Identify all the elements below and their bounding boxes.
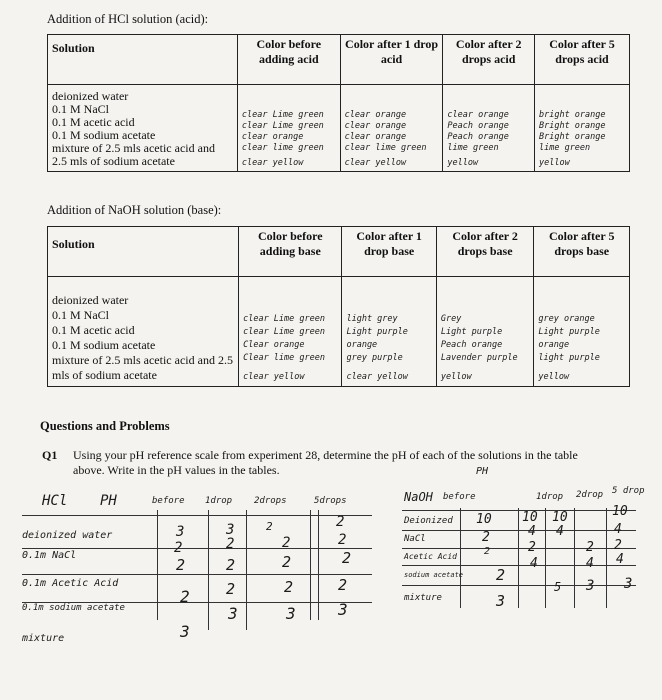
hcl-ph-divider — [208, 510, 209, 630]
naoh-header-before: Color before adding base — [239, 227, 342, 277]
naoh-col-1drop — [342, 277, 436, 387]
hcl-cell: clear Lime green — [241, 110, 324, 120]
hcl-header-solution: Solution — [48, 35, 238, 85]
naoh-ph-row-label: Acetic Acid — [404, 552, 457, 561]
hcl-cell: yellow — [447, 158, 479, 168]
naoh-ph-value: 4 — [528, 524, 536, 539]
naoh-ph-value: 2 — [614, 538, 622, 553]
naoh-cell: Clear lime green — [243, 353, 325, 363]
naoh-ph-value: 2 — [528, 540, 536, 555]
hcl-ph-value: 3 — [226, 522, 235, 538]
hcl-ph-row-label: 0.1m NaCl — [22, 550, 77, 561]
naoh-ph-value: 10 — [612, 504, 628, 519]
hcl-ph-value: 2 — [338, 532, 347, 548]
hcl-col-5drops-label: 5drops — [314, 496, 347, 506]
naoh-cell: clear Lime green — [243, 314, 325, 324]
hcl-row-labels — [48, 85, 238, 172]
hcl-ph-rule — [22, 515, 372, 516]
hcl-ph-row-label: mixture — [22, 633, 65, 644]
naoh-row-label: mixture of 2.5 mls acetic acid and 2.5 mls of sodium acetate — [52, 353, 233, 382]
hcl-cell: lime green — [538, 143, 591, 153]
hcl-cell: clear lime green — [344, 143, 427, 153]
naoh-ph-value: 3 — [586, 578, 595, 594]
naoh-row-label: deionized water — [52, 293, 129, 307]
naoh-ph-rule — [402, 548, 636, 549]
naoh-row-label: 0.1 M acetic acid — [52, 323, 135, 337]
naoh-header-2drops: Color after 2 drops base — [436, 227, 534, 277]
hcl-ph-value: 3 — [286, 604, 296, 623]
naoh-col-5drops — [534, 277, 630, 387]
hcl-ph-value: 2 — [176, 556, 186, 574]
q1-ph-mark: PH — [476, 466, 489, 477]
hcl-cell: Peach orange — [447, 121, 509, 131]
naoh-ph-row-label: NaCl — [404, 534, 426, 544]
hcl-row-label: 0.1 M acetic acid — [52, 115, 135, 129]
hcl-header-1drop: Color after 1 drop acid — [340, 35, 443, 85]
hcl-ph-value: 3 — [338, 600, 348, 619]
hcl-ph-row-label: deionized water — [22, 530, 113, 541]
hcl-col-before — [237, 85, 340, 172]
questions-heading: Questions and Problems — [40, 419, 170, 433]
naoh-ph-row-label: Deionized — [404, 516, 453, 526]
hcl-ph-value: 2 — [226, 556, 236, 574]
naoh-col-1drop-label: 1drop — [536, 492, 564, 502]
hcl-row-label: 0.1 M sodium acetate — [52, 128, 156, 142]
naoh-ph-value: 10 — [522, 510, 538, 525]
naoh-cell: grey orange — [538, 314, 595, 324]
hcl-ph-value: 3 — [228, 604, 238, 623]
hcl-row-label: 0.1 M NaCl — [52, 102, 109, 116]
hcl-color-table — [47, 34, 630, 172]
hcl-ph-value: 2 — [226, 580, 236, 598]
naoh-ph-value: 10 — [552, 510, 568, 525]
naoh-ph-divider — [518, 508, 519, 608]
naoh-row-label: 0.1 M sodium acetate — [52, 338, 156, 352]
hcl-ph-value: 2 — [338, 576, 348, 594]
hcl-cell: clear orange — [447, 110, 509, 120]
naoh-ph-value: 3 — [496, 592, 506, 610]
hcl-ph-divider — [310, 510, 311, 620]
hcl-ph-divider — [246, 510, 247, 630]
hcl-row-label: mixture of 2.5 mls acetic acid and 2.5 mls of sodium acetate — [52, 141, 215, 168]
hcl-ph-value: 2 — [174, 540, 183, 556]
hcl-ph-value: 2 — [284, 578, 294, 596]
naoh-ph-divider — [545, 508, 546, 608]
hcl-cell: bright orange — [538, 110, 606, 120]
hcl-ph-divider — [318, 510, 319, 620]
naoh-cell: clear Lime green — [243, 327, 325, 337]
q1-text: Using your pH reference scale from experiment 28, determine the pH of each of the solutions in the table above. Write in the pH values in the tables. — [73, 448, 578, 477]
hcl-ph-row-label: 0.1m sodium acetate — [22, 603, 125, 613]
naoh-cell: Grey — [440, 314, 462, 324]
hcl-col-5drops — [534, 85, 629, 172]
naoh-header-5drops: Color after 5 drops base — [534, 227, 630, 277]
naoh-color-table — [47, 226, 630, 387]
naoh-ph-divider — [574, 508, 575, 608]
hcl-ph-divider — [157, 510, 158, 620]
naoh-ph-divider — [460, 508, 461, 608]
naoh-ph-value: 4 — [586, 556, 594, 571]
hcl-section-title: Addition of HCl solution (acid): — [47, 12, 209, 26]
hcl-header-2drops: Color after 2 drops acid — [443, 35, 535, 85]
naoh-ph-label: NaOH — [404, 490, 433, 504]
hcl-ph-value: 2 — [336, 514, 345, 530]
hcl-ph-label: HCl — [42, 493, 68, 509]
naoh-cell: yellow — [440, 372, 472, 382]
naoh-ph-value: 2 — [586, 540, 594, 555]
hcl-ph-value: 2 — [226, 536, 235, 552]
naoh-cell: clear yellow — [346, 372, 408, 382]
hcl-ph-value: 2 — [342, 549, 352, 567]
hcl-col-1drop — [340, 85, 443, 172]
naoh-ph-value: 4 — [616, 552, 624, 567]
hcl-col-1drop-label: 1drop — [205, 496, 233, 506]
hcl-ph-heading: PH — [100, 493, 117, 509]
naoh-cell: Light purple — [346, 327, 408, 337]
hcl-ph-value: 3 — [180, 622, 190, 641]
naoh-header-1drop: Color after 1 drop base — [342, 227, 436, 277]
hcl-cell: Bright orange — [538, 132, 606, 142]
naoh-cell: light purple — [538, 353, 600, 363]
naoh-cell: orange — [346, 340, 378, 350]
hcl-cell: yellow — [538, 158, 570, 168]
naoh-ph-divider — [606, 508, 607, 608]
naoh-col-2drop-label: 2drop — [576, 490, 604, 500]
naoh-cell: Light purple — [538, 327, 600, 337]
naoh-cell: orange — [538, 340, 570, 350]
naoh-row-labels — [48, 277, 239, 387]
hcl-cell: clear Lime green — [241, 121, 324, 131]
naoh-cell: grey purple — [346, 353, 403, 363]
hcl-cell: clear yellow — [241, 158, 304, 168]
hcl-cell: clear orange — [344, 110, 407, 120]
hcl-ph-row-label: 0.1m Acetic Acid — [22, 578, 119, 589]
naoh-header-solution: Solution — [48, 227, 239, 277]
naoh-col-before — [239, 277, 342, 387]
hcl-cell: clear lime green — [241, 143, 324, 153]
naoh-cell: Lavender purple — [440, 353, 518, 363]
naoh-cell: Clear orange — [243, 340, 305, 350]
naoh-ph-row-label: sodium acetate — [404, 571, 464, 579]
hcl-ph-value: 2 — [282, 535, 291, 551]
hcl-ph-rule — [22, 548, 372, 549]
naoh-ph-rule — [402, 585, 636, 586]
hcl-ph-value: 2 — [282, 553, 292, 571]
naoh-col-5drop-label: 5 drop — [612, 486, 645, 496]
hcl-ph-value: 3 — [176, 524, 185, 540]
naoh-ph-value: 2 — [482, 530, 490, 545]
hcl-cell: clear orange — [344, 132, 407, 142]
naoh-cell: Light purple — [440, 327, 503, 337]
q1-number: Q1 — [42, 448, 58, 462]
naoh-cell: clear yellow — [243, 372, 305, 382]
naoh-ph-value: 4 — [530, 556, 538, 571]
naoh-ph-value: 2 — [496, 566, 506, 584]
naoh-cell: yellow — [538, 372, 570, 382]
naoh-ph-value: 2 — [484, 546, 491, 557]
naoh-section-title: Addition of NaOH solution (base): — [47, 203, 222, 217]
hcl-cell: lime green — [447, 143, 499, 153]
hcl-row-label: deionized water — [52, 89, 129, 103]
hcl-cell: clear orange — [241, 132, 304, 142]
naoh-ph-rule — [402, 565, 636, 566]
naoh-cell: Peach orange — [440, 340, 503, 350]
hcl-ph-value: 2 — [180, 587, 190, 606]
naoh-ph-row-label: mixture — [404, 593, 442, 603]
naoh-col-before-label: before — [443, 492, 476, 502]
hcl-col-2drops-label: 2drops — [254, 496, 287, 506]
naoh-ph-value: 4 — [556, 524, 564, 539]
hcl-ph-rule — [22, 574, 372, 575]
naoh-ph-rule — [402, 510, 636, 511]
hcl-cell: clear yellow — [344, 158, 407, 168]
hcl-cell: Peach orange — [447, 132, 509, 142]
naoh-ph-rule — [402, 530, 636, 531]
hcl-col-2drops — [443, 85, 535, 172]
naoh-ph-value: 4 — [614, 522, 622, 537]
hcl-cell: clear orange — [344, 121, 407, 131]
hcl-header-before: Color before adding acid — [237, 35, 340, 85]
naoh-ph-value: 10 — [476, 512, 492, 527]
hcl-col-before-label: before — [152, 496, 185, 506]
hcl-header-5drops: Color after 5 drops acid — [534, 35, 629, 85]
naoh-cell: light grey — [346, 314, 398, 324]
naoh-row-label: 0.1 M NaCl — [52, 308, 109, 322]
naoh-ph-value: 3 — [624, 576, 633, 592]
naoh-ph-value: 5 — [554, 580, 562, 594]
hcl-ph-value: 2 — [266, 520, 273, 533]
hcl-cell: Bright orange — [538, 121, 606, 131]
naoh-col-2drops — [436, 277, 534, 387]
